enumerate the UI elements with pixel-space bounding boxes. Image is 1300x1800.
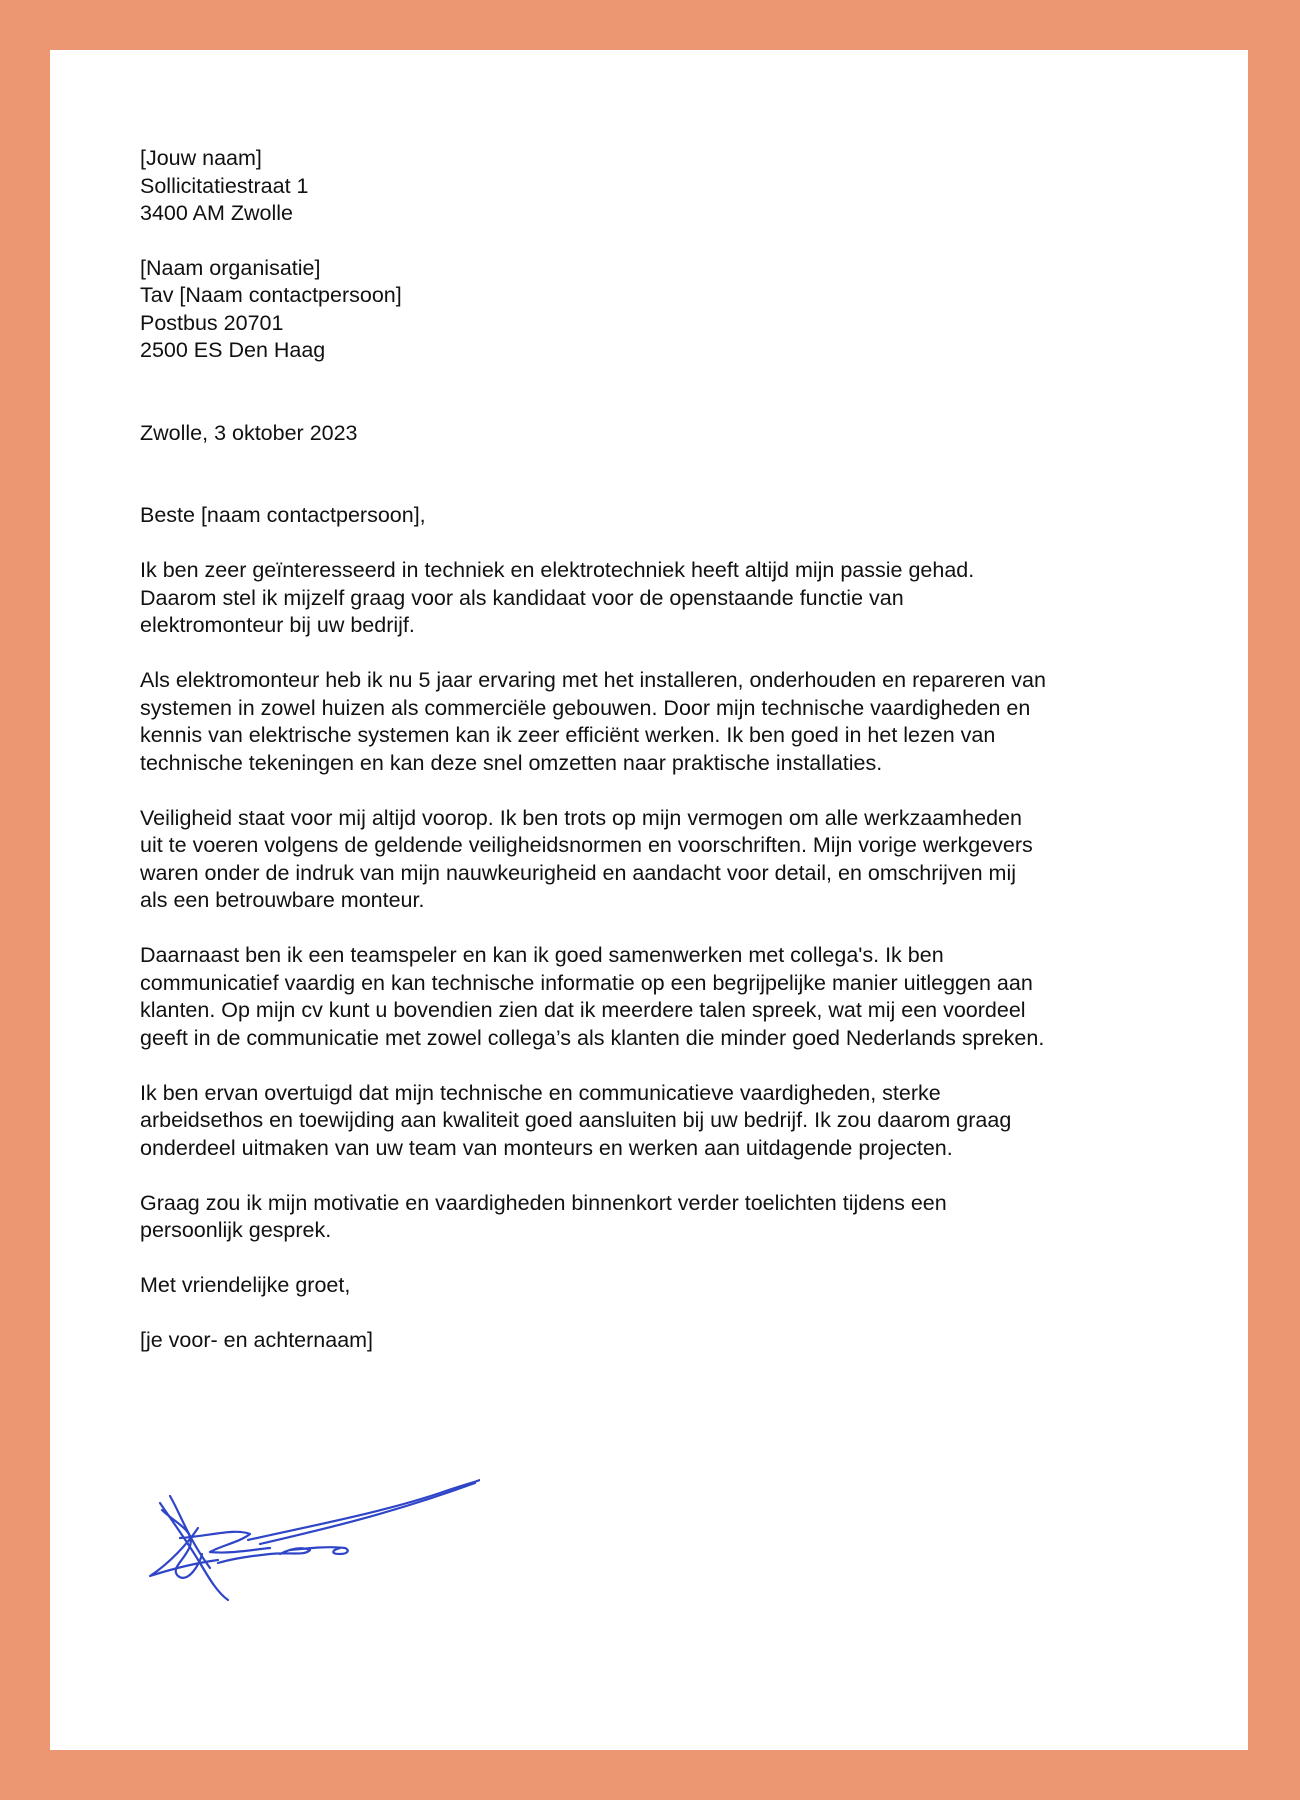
paragraph-line: Daarom stel ik mijzelf graag voor als kandidaat voor de openstaande functie van bbox=[140, 585, 904, 610]
paragraph-interview bbox=[140, 1190, 1200, 1245]
paragraph-line: Als elektromonteur heb ik nu 5 jaar ervaring met het installeren, onderhouden en repareren van bbox=[140, 668, 1046, 692]
paragraph-teamwork bbox=[140, 942, 1200, 1052]
letter-body bbox=[140, 145, 1200, 1382]
closing bbox=[140, 1272, 1200, 1300]
paragraph-experience bbox=[140, 667, 1200, 777]
paragraph-line: onderdeel uitmaken van uw team van monteurs en werken aan uitdagende projecten. bbox=[140, 1135, 953, 1160]
paragraph-line: persoonlijk gesprek. bbox=[140, 1218, 332, 1242]
paragraph-line: arbeidsethos en toewijding aan kwaliteit goed aansluiten bij uw bedrijf. Ik zou daarom graag bbox=[140, 1108, 1012, 1132]
paragraph-line: communicatief vaardig en kan technische informatie op een begrijpelijke manier uitleggen aan bbox=[140, 970, 1033, 995]
closing-text: Met vriendelijke groet, bbox=[140, 1273, 351, 1297]
paragraph-motivation bbox=[140, 1080, 1200, 1163]
salutation-text: Beste [naam contactpersoon], bbox=[140, 503, 426, 527]
paragraph-line: geeft in de communicatie met zowel collega’s als klanten die minder goed Nederlands spreken. bbox=[140, 1025, 1045, 1050]
paragraph-line: systemen in zowel huizen als commerciële gebouwen. Door mijn technische vaardigheden en bbox=[140, 695, 1031, 720]
sender-city: 3400 AM Zwolle bbox=[140, 201, 293, 225]
paragraph-line: klanten. Op mijn cv kunt u bovendien zien dat ik meerdere talen spreek, wat mij een voordeel bbox=[140, 998, 1026, 1022]
date-line: Zwolle, 3 oktober 2023 bbox=[140, 420, 358, 445]
paragraph-line: uit te voeren volgens de geldende veiligheidsnormen en voorschriften. Mijn vorige werkgevers bbox=[140, 833, 1033, 857]
recipient-city: 2500 ES Den Haag bbox=[140, 338, 326, 362]
paragraph-line: Daarnaast ben ik een teamspeler en kan ik goed samenwerken met collega's. Ik ben bbox=[140, 943, 944, 967]
paragraph-line: als een betrouwbare monteur. bbox=[140, 888, 425, 912]
sender-address bbox=[140, 145, 1200, 228]
signature-name: [je voor- en achternaam] bbox=[140, 1328, 374, 1352]
recipient-organisation: [Naam organisatie] bbox=[140, 255, 321, 280]
paragraph-line: Graag zou ik mijn motivatie en vaardigheden binnenkort verder toelichten tijdens een bbox=[140, 1190, 947, 1215]
recipient-address bbox=[140, 255, 1200, 365]
salutation bbox=[140, 502, 1200, 530]
sender-name: [Jouw naam] bbox=[140, 146, 262, 170]
handwritten-signature bbox=[140, 1468, 480, 1648]
paragraph-line: kennis van elektrische systemen kan ik zeer efficiënt werken. Ik ben goed in het lezen van bbox=[140, 723, 996, 747]
letter-page bbox=[50, 50, 1248, 1750]
sender-street: Sollicitatiestraat 1 bbox=[140, 173, 309, 198]
paragraph-line: Veiligheid staat voor mij altijd voorop. Ik ben trots op mijn vermogen om alle werkzaamheden bbox=[140, 805, 1022, 830]
paragraph-line: Ik ben ervan overtuigd dat mijn technische en communicatieve vaardigheden, sterke bbox=[140, 1080, 941, 1105]
paragraph-line: Ik ben zeer geïnteresseerd in techniek en elektrotechniek heeft altijd mijn passie gehad. bbox=[140, 558, 975, 582]
paragraph-line: waren onder de indruk van mijn nauwkeurigheid en aandacht voor detail, en omschrijven mij bbox=[140, 860, 1017, 885]
recipient-postbus: Postbus 20701 bbox=[140, 310, 284, 335]
paragraph-line: technische tekeningen en kan deze snel omzetten naar praktische installaties. bbox=[140, 750, 883, 775]
signature-name-block bbox=[140, 1327, 1200, 1355]
place-date bbox=[140, 420, 1200, 448]
recipient-attention: Tav [Naam contactpersoon] bbox=[140, 283, 402, 307]
paragraph-safety bbox=[140, 805, 1200, 915]
paragraph-line: elektromonteur bij uw bedrijf. bbox=[140, 613, 415, 637]
paragraph-intro bbox=[140, 557, 1200, 640]
